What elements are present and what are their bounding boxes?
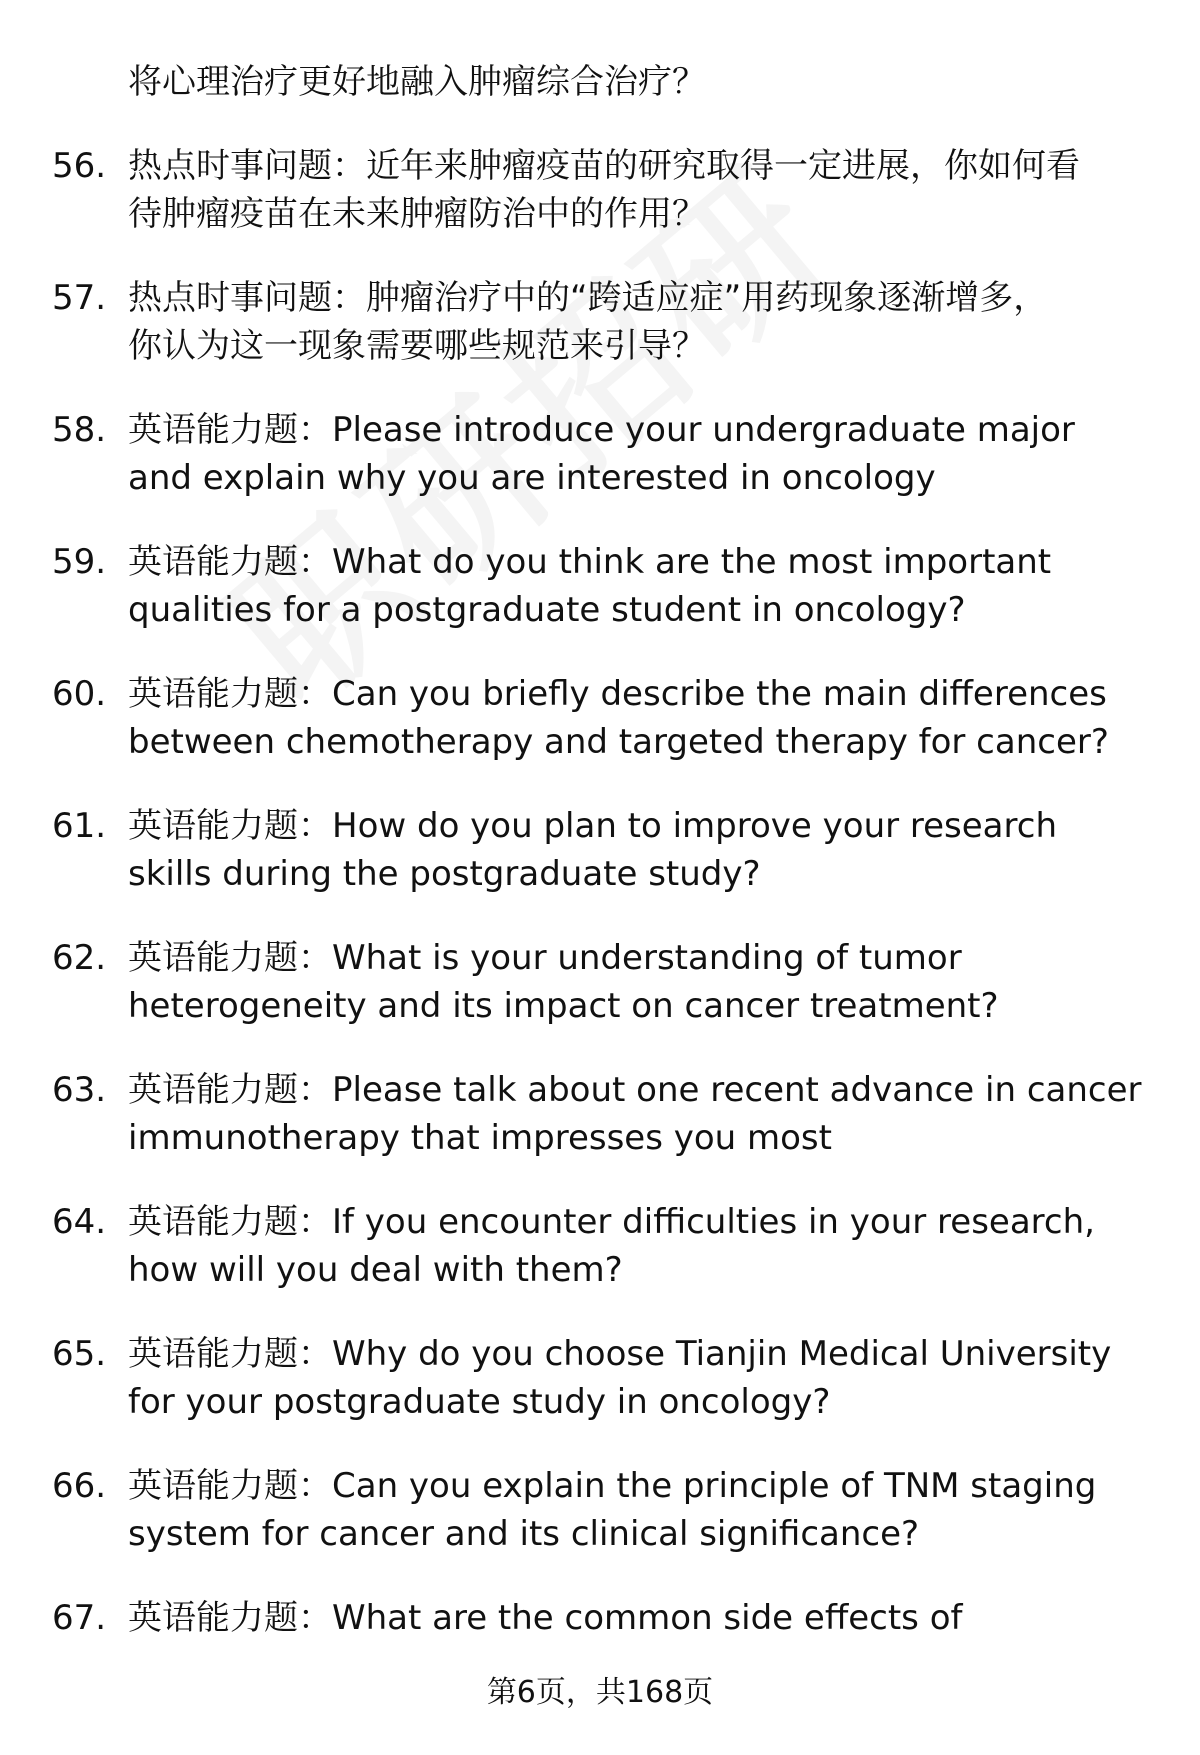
question-line: 英语能力题：Please talk about one recent advance in cancer <box>128 1070 1142 1110</box>
question-line: 英语能力题：Please introduce your undergraduate major <box>128 410 1075 450</box>
question-text <box>128 274 1162 370</box>
question-line: immunotherapy that impresses you most <box>128 1118 832 1158</box>
question-item <box>52 1330 1162 1426</box>
question-number: 59. <box>52 542 107 582</box>
continuation-text: 将心理治疗更好地融入肿瘤综合治疗？ <box>128 62 706 102</box>
question-item <box>52 1066 1162 1162</box>
question-line: 英语能力题：What are the common side effects of <box>128 1598 963 1638</box>
question-text <box>128 670 1162 766</box>
question-number: 57. <box>52 278 107 318</box>
question-number: 62. <box>52 938 107 978</box>
question-number: 60. <box>52 674 107 714</box>
question-number: 66. <box>52 1466 107 1506</box>
question-item <box>52 670 1162 766</box>
question-text <box>128 934 1162 1030</box>
question-line: system for cancer and its clinical significance? <box>128 1514 920 1554</box>
question-line: between chemotherapy and targeted therapy for cancer? <box>128 722 1109 762</box>
question-item <box>52 1594 1162 1642</box>
question-item <box>52 142 1162 238</box>
question-text <box>128 1330 1162 1426</box>
question-line: 英语能力题：What do you think are the most important <box>128 542 1052 582</box>
question-text <box>128 1462 1162 1558</box>
question-line: 英语能力题：What is your understanding of tumor <box>128 938 962 978</box>
question-line: 热点时事问题：肿瘤治疗中的“跨适应症”用药现象逐渐增多， <box>128 278 1048 318</box>
question-item <box>52 1462 1162 1558</box>
question-number: 61. <box>52 806 107 846</box>
question-item <box>52 538 1162 634</box>
question-number: 56. <box>52 146 107 186</box>
question-list <box>52 58 1162 1678</box>
question-line: qualities for a postgraduate student in oncology? <box>128 590 966 630</box>
question-line: 英语能力题：If you encounter difficulties in your research, <box>128 1202 1095 1242</box>
question-line: how will you deal with them? <box>128 1250 623 1290</box>
question-number: 58. <box>52 410 107 450</box>
question-number: 65. <box>52 1334 107 1374</box>
question-line: 英语能力题：Can you briefly describe the main differences <box>128 674 1107 714</box>
question-item <box>52 1198 1162 1294</box>
question-number: 67. <box>52 1598 107 1638</box>
question-item <box>52 934 1162 1030</box>
question-line: and explain why you are interested in oncology <box>128 458 936 498</box>
question-line: 你认为这一现象需要哪些规范来引导？ <box>128 326 706 366</box>
question-line: 英语能力题：Can you explain the principle of TNM staging <box>128 1466 1097 1506</box>
question-line: heterogeneity and its impact on cancer treatment? <box>128 986 999 1026</box>
question-line: 英语能力题：Why do you choose Tianjin Medical University <box>128 1334 1112 1374</box>
page-footer: 第6页，共168页 <box>486 1675 714 1710</box>
question-line: 热点时事问题：近年来肿瘤疫苗的研究取得一定进展，你如何看 <box>128 146 1080 186</box>
question-line: for your postgraduate study in oncology? <box>128 1382 831 1422</box>
question-line: 待肿瘤疫苗在未来肿瘤防治中的作用？ <box>128 194 706 234</box>
question-text <box>128 1066 1162 1162</box>
question-item <box>52 274 1162 370</box>
question-text <box>128 1594 1162 1642</box>
question-item <box>52 802 1162 898</box>
question-text <box>128 802 1162 898</box>
question-number: 64. <box>52 1202 107 1242</box>
question-item <box>52 406 1162 502</box>
question-line: skills during the postgraduate study? <box>128 854 761 894</box>
question-text <box>128 538 1162 634</box>
question-text <box>128 1198 1162 1294</box>
question-line: 英语能力题：How do you plan to improve your research <box>128 806 1057 846</box>
question-number: 63. <box>52 1070 107 1110</box>
question-text <box>128 142 1162 238</box>
question-text <box>128 406 1162 502</box>
